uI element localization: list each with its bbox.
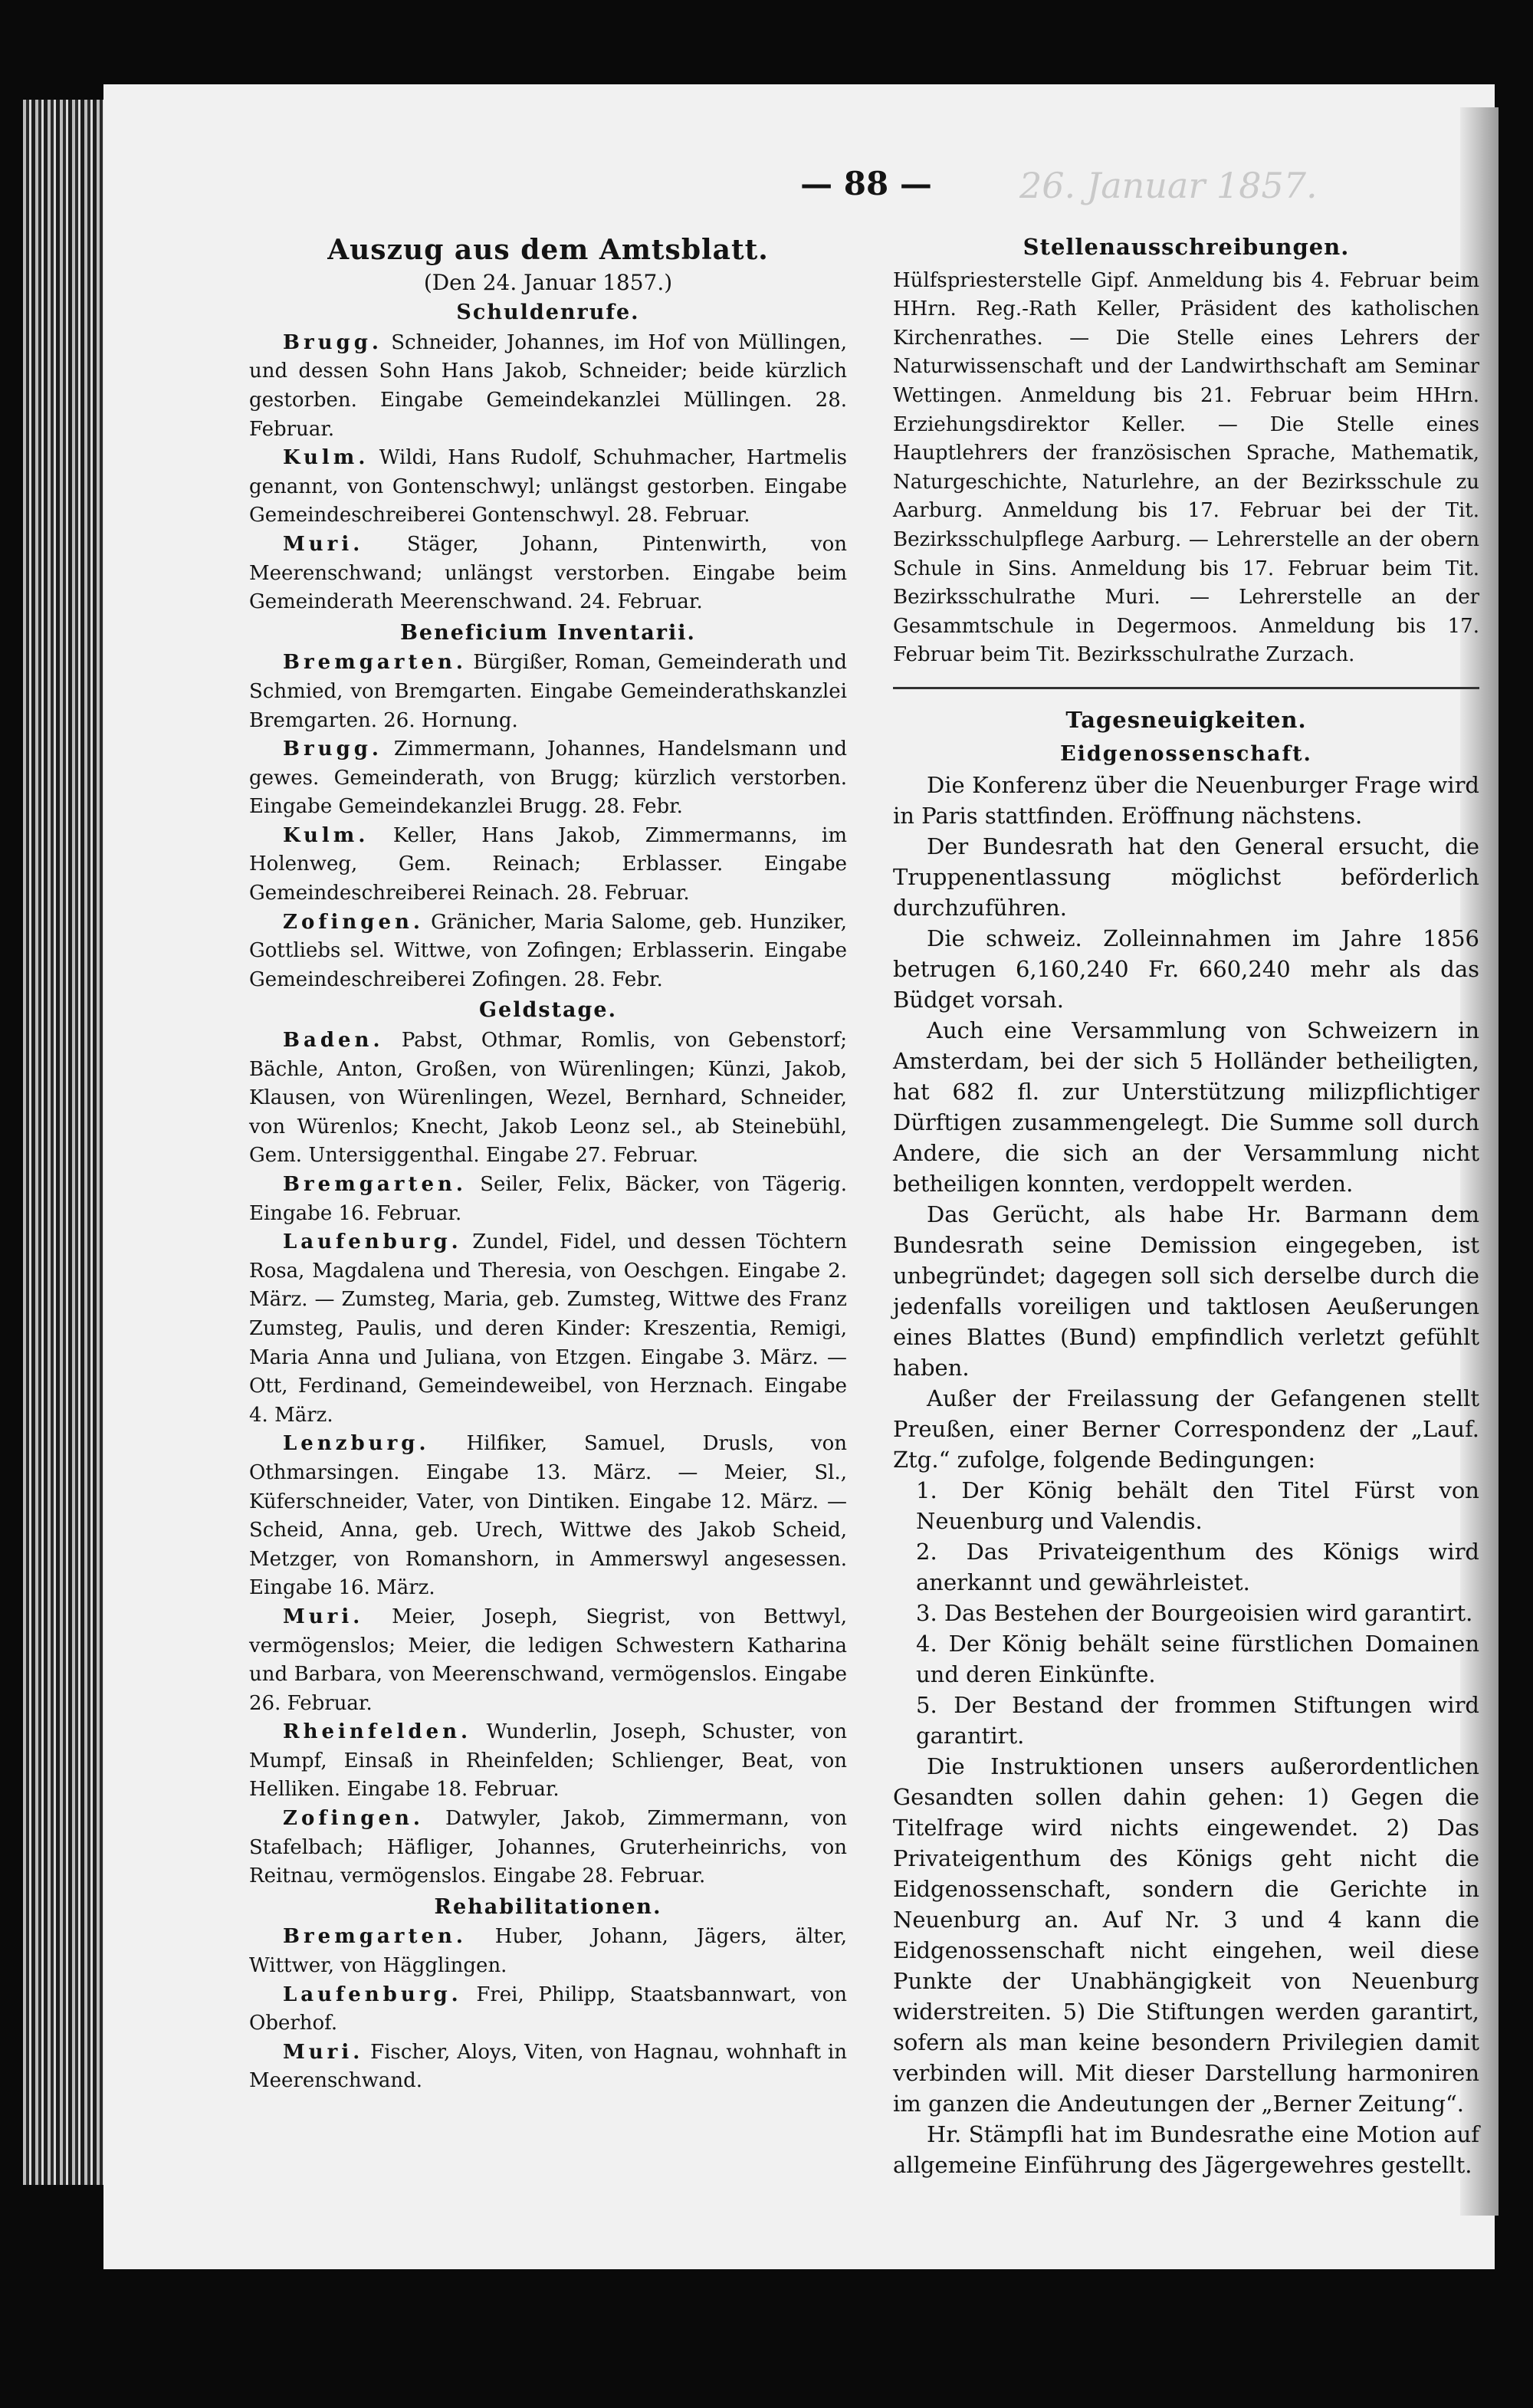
notice-place: Bremgarten.	[283, 651, 467, 675]
book-binding	[23, 100, 103, 2185]
notice-text: Datwyler, Jakob, Zimmermann, von Stafelbach; Häfliger, Johannes, Gruterheinrichs, von Reitnau, vermögenslos. Eingabe 28. Februar.	[249, 1807, 847, 1888]
vacancies-heading: Stellenausschreibungen.	[1023, 234, 1350, 260]
news-paragraph: Auch eine Versammlung von Schweizern in Amsterdam, bei der sich 5 Holländer betheiligten, hat 682 fl. zur Unterstützung milizpflichtiger Dürftigen zusammengelegt. Die Summe soll durch Andere, die sich an der Versammlung nicht betheiligen konnten, verdoppelt werden.	[893, 1017, 1479, 1197]
section-heading: Beneficium Inventarii.	[400, 620, 696, 645]
notice-text: Zimmermann, Johannes, Handelsmann und gewes. Gemeinderath, von Brugg; kürzlich verstorben. Eingabe Gemeindekanzlei Brugg. 28. Febr.	[249, 738, 848, 819]
notice-text: Huber, Johann, Jägers, älter, Wittwer, von Hägglingen.	[249, 1925, 847, 1978]
notice-place: Lenzburg.	[283, 1432, 430, 1456]
notice-entry	[249, 329, 847, 444]
notice-place: Laufenburg.	[283, 1230, 462, 1254]
notice-place: Baden.	[283, 1029, 384, 1053]
notice-place: Zofingen.	[283, 1807, 424, 1831]
notice-entry	[249, 1805, 847, 1891]
amtsblatt-date: (Den 24. Januar 1857.)	[423, 269, 673, 295]
notice-text: Frei, Philipp, Staatsbannwart, von Oberhof.	[249, 1983, 848, 2035]
notice-entry	[249, 444, 847, 531]
news-paragraph: Hr. Stämpfli hat im Bundesrathe eine Motion auf allgemeine Einführung des Jägergewehres gestellt.	[893, 2121, 1479, 2179]
notice-entry	[249, 1027, 847, 1171]
notice-place: Bremgarten.	[283, 1173, 467, 1196]
condition-item: 3. Das Bestehen der Bourgeoisien wird garantirt.	[916, 1600, 1473, 1627]
page-number: — 88 —	[800, 165, 932, 202]
notice-place: Kulm.	[283, 823, 369, 847]
notice-text: Gränicher, Maria Salome, geb. Hunziker, Gottliebs sel. Wittwe, von Zofingen; Erblasserin. Eingabe Gemeindeschreiberei Zofingen. 28. Febr.	[249, 910, 847, 991]
section-heading: Schuldenrufe.	[456, 301, 640, 325]
notice-entry	[249, 649, 847, 735]
right-column	[893, 230, 1479, 2180]
notice-place: Zofingen.	[283, 910, 424, 934]
notice-text: Stäger, Johann, Pintenwirth, von Meerenschwand; unlängst verstorben. Eingabe beim Gemeinderath Meerenschwand. 24. Februar.	[249, 532, 847, 614]
notice-text: Zundel, Fidel, und dessen Töchtern Rosa, Magdalena und Theresia, von Oeschgen. Eingabe 2. März. — Zumsteg, Maria, geb. Zumsteg, Wittwe des Franz Zumsteg, Paulis, und deren Kinder: Kreszentia, Remigi, Maria Anna und Juliana, von Etzgen. Eingabe 3. März. — Ott, Ferdinand, Gemeindeweibel, von Herznach. Eingabe 4. März.	[249, 1230, 847, 1427]
section-heading: Geldstage.	[479, 998, 617, 1023]
notice-place: Brugg.	[283, 330, 382, 354]
news-heading: Tagesneuigkeiten.	[1065, 706, 1307, 733]
notice-text: Seiler, Felix, Bäcker, von Tägerig. Eingabe 16. Februar.	[249, 1173, 847, 1225]
notice-entry	[249, 908, 847, 995]
notice-place: Brugg.	[283, 738, 382, 761]
notice-text: Wildi, Hans Rudolf, Schuhmacher, Hartmelis genannt, von Gontenschwyl; unlängst gestorben. Eingabe Gemeindeschreiberei Gontenschwyl. 28. Februar.	[249, 446, 848, 527]
notice-place: Muri.	[283, 1605, 364, 1628]
notice-place: Muri.	[283, 2040, 364, 2064]
news-paragraph: Das Gerücht, als habe Hr. Barmann dem Bundesrath seine Demission eingegeben, ist unbegründet; dagegen soll sich derselbe durch die jedenfalls voreiligen und taktlosen Aeußerungen eines Blattes (Bund) empfindlich verletzt gefühlt haben.	[893, 1201, 1479, 1381]
notice-text: Pabst, Othmar, Romlis, von Gebenstorf; Bächle, Anton, Großen, von Würenlingen; Künzi, Jakob, Klausen, von Würenlingen, Wezel, Bernhard, Schneider, von Würenlos; Knecht, Jakob Leonz sel., ab Steinebühl, Gem. Untersiggenthal. Eingabe 27. Februar.	[249, 1029, 848, 1168]
notice-text: Keller, Hans Jakob, Zimmermanns, im Holenweg, Gem. Reinach; Erblasser. Eingabe Gemeindeschreiberei Reinach. 28. Februar.	[249, 823, 847, 905]
news-paragraph: Die schweiz. Zolleinnahmen im Jahre 1856 betrugen 6,160,240 Fr. 660,240 mehr als das Büdget vorsah.	[893, 925, 1479, 1013]
condition-item: 2. Das Privateigenthum des Königs wird anerkannt und gewährleistet.	[916, 1539, 1479, 1596]
section-heading: Rehabilitationen.	[434, 1894, 662, 1919]
notice-place: Muri.	[283, 532, 364, 556]
notice-entry	[249, 1923, 847, 1980]
vacancies-text: Hülfspriesterstelle Gipf. Anmeldung bis 4. Februar beim HHrn. Reg.-Rath Keller, Präsident des katholischen Kirchenrathes. — Die Stelle eines Lehrers der Naturwissenschaft und der Landwirthschaft am Seminar Wettingen. Anmeldung bis 21. Februar beim HHrn. Erziehungsdirektor Keller. — Die Stelle eines Hauptlehrers der französischen Sprache, Mathematik, Naturgeschichte, Naturlehre, an der Bezirksschule zu Aarburg. Anmeldung bis 17. Februar bei der Tit. Bezirksschulpflege Aarburg. — Lehrerstelle an der obern Schule in Sins. Anmeldung bis 17. Februar beim Tit. Bezirksschulrathe Muri. — Lehrerstelle an der Gesammtschule in Degermoos. Anmeldung bis 17. Februar beim Tit. Bezirksschulrathe Zurzach.	[893, 268, 1479, 667]
news-paragraph: Außer der Freilassung der Gefangenen stellt Preußen, einer Berner Correspondenz der „Lauf. Ztg.“ zufolge, folgende Bedingungen:	[893, 1385, 1479, 1473]
condition-item: 1. Der König behält den Titel Fürst von Neuenburg und Valendis.	[916, 1477, 1479, 1535]
news-subheading: Eidgenossenschaft.	[1060, 741, 1312, 766]
notice-text: Bürgißer, Roman, Gemeinderath und Schmied, von Bremgarten. Eingabe Gemeinderathskanzlei Bremgarten. 26. Hornung.	[249, 651, 847, 732]
notice-entry	[249, 2038, 847, 2096]
notice-entry	[249, 1228, 847, 1430]
notice-entry	[249, 822, 847, 908]
notice-place: Laufenburg.	[283, 1983, 462, 2006]
section-divider	[893, 687, 1479, 689]
notice-place: Kulm.	[283, 446, 369, 470]
news-paragraph: Der Bundesrath hat den General ersucht, die Truppenentlassung möglichst beförderlich durchzuführen.	[893, 833, 1479, 921]
notice-entry	[249, 1718, 847, 1805]
amtsblatt-title: Auszug aus dem Amtsblatt.	[327, 234, 769, 266]
notice-entry	[249, 1430, 847, 1603]
news-paragraph: Die Konferenz über die Neuenburger Frage wird in Paris stattfinden. Eröffnung nächstens.	[893, 772, 1479, 829]
condition-item: 4. Der König behält seine fürstlichen Domainen und deren Einkünfte.	[916, 1631, 1479, 1688]
news-body	[893, 770, 1479, 2180]
notice-entry	[249, 531, 847, 617]
notice-entry	[249, 735, 847, 822]
notice-text: Schneider, Johannes, im Hof von Müllingen, und dessen Sohn Hans Jakob, Schneider; beide kürzlich gestorben. Eingabe Gemeindekanzlei Müllingen. 28. Februar.	[249, 330, 848, 441]
condition-item: 5. Der Bestand der frommen Stiftungen wird garantirt.	[916, 1692, 1479, 1749]
notice-text: Fischer, Aloys, Viten, von Hagnau, wohnhaft in Meerenschwand.	[249, 2040, 847, 2093]
bleed-through-text: 26. Januar 1857.	[1019, 165, 1318, 206]
news-paragraph: Die Instruktionen unsers außerordentlichen Gesandten sollen dahin gehen: 1) Gegen die Titelfrage wird nichts eingewendet. 2) Das Privateigenthum des Königs geht nicht die Eidgenossenschaft, sondern die Gerichte in Neuenburg an. Auf Nr. 3 und 4 kann die Eidgenossenschaft nicht eingehen, weil diese Punkte der Unabhängigkeit von Neuenburg widerstreiten. 5) Die Stiftungen werden garantirt, sofern als man keine besondern Privilegien damit verbinden will. Mit dieser Darstellung harmoniren im ganzen die Andeutungen der „Berner Zeitung“.	[893, 1753, 1479, 2117]
notice-text: Meier, Joseph, Siegrist, von Bettwyl, vermögenslos; Meier, die ledigen Schwestern Katharina und Barbara, von Meerenschwand, vermögenslos. Eingabe 26. Februar.	[249, 1605, 847, 1715]
notice-text: Wunderlin, Joseph, Schuster, von Mumpf, Einsaß in Rheinfelden; Schlienger, Beat, von Helliken. Eingabe 18. Februar.	[249, 1720, 847, 1802]
notice-entry	[249, 1981, 847, 2038]
notice-place: Bremgarten.	[283, 1925, 467, 1949]
notice-place: Rheinfelden.	[283, 1720, 472, 1744]
left-column	[249, 230, 847, 2096]
notice-entry	[249, 1603, 847, 1718]
notice-entry	[249, 1171, 847, 1228]
notice-text: Hilfiker, Samuel, Drusls, von Othmarsingen. Eingabe 13. März. — Meier, Sl., Küferschneider, Vater, von Dintiken. Eingabe 12. März. — Scheid, Anna, geb. Urech, Wittwe des Jakob Scheid, Metzger, von Romanshorn, in Ammerswyl angesessen. Eingabe 16. März.	[249, 1432, 847, 1600]
